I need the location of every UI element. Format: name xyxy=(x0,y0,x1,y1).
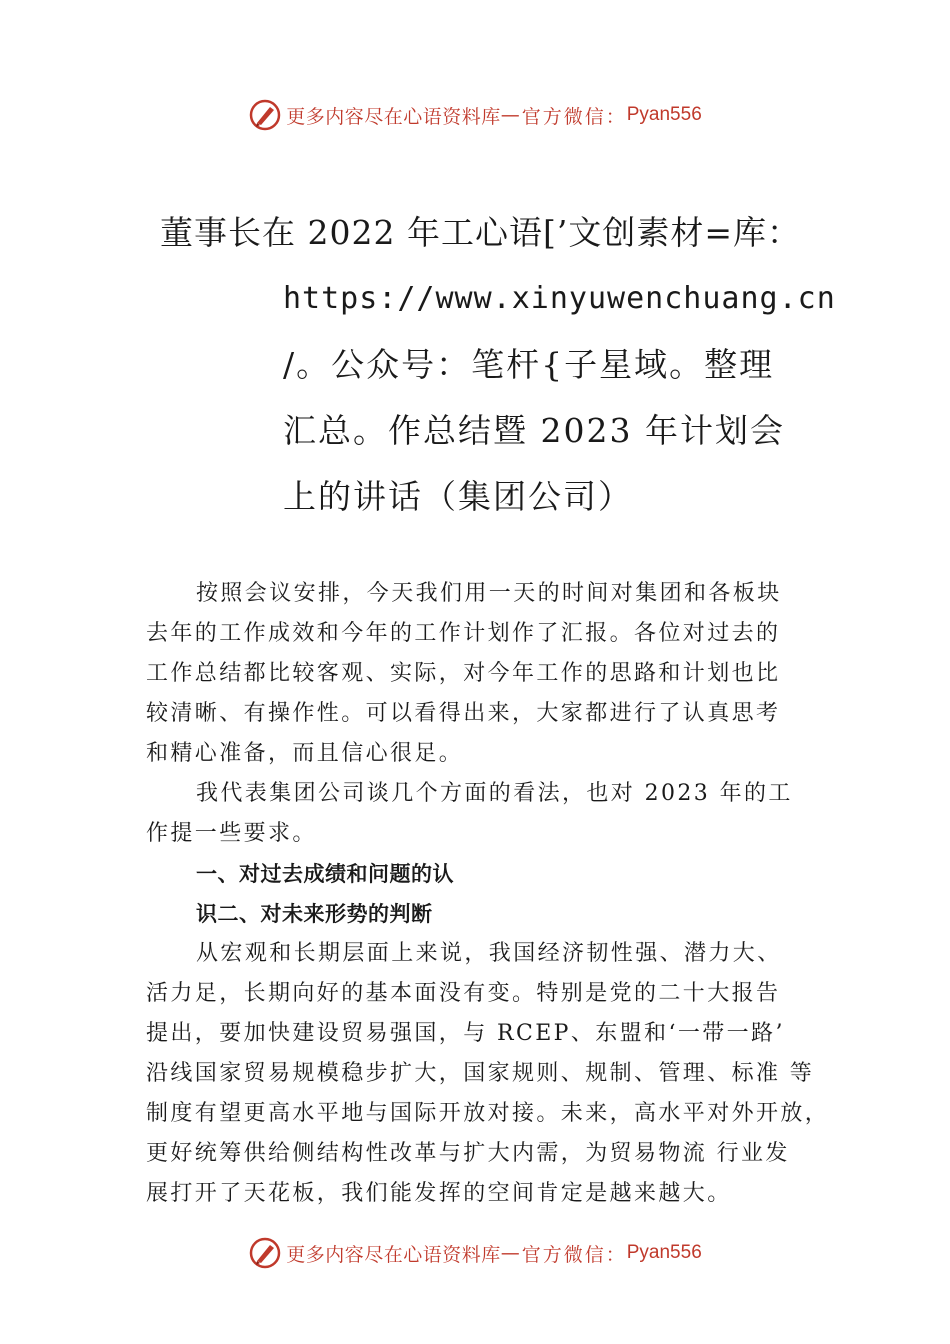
title-line-1: 董事长在 2022 年工心语[’文创素材=库： xyxy=(160,213,801,252)
header-watermark-banner xyxy=(0,95,950,135)
document-body xyxy=(146,574,830,1214)
paragraph-line: 和精心准备，而且信心很足。 xyxy=(146,741,464,766)
title-line-5: 上的讲话（集团公司） xyxy=(283,477,633,516)
banner-official-label: 官方微信： xyxy=(521,105,627,128)
banner-official-label: 官方微信： xyxy=(521,1243,627,1266)
pen-logo-icon xyxy=(248,1236,282,1270)
title-line-2: https://www.xinyuwenchuang.cn xyxy=(283,281,836,316)
paragraph-line: 作提一些要求。 xyxy=(146,821,317,846)
footer-watermark-banner xyxy=(0,1233,950,1273)
paragraph-line: 较清晰、有操作性。可以看得出来，大家都进行了认真思考 xyxy=(146,701,781,726)
section-heading: 一、对过去成绩和问题的认 xyxy=(196,862,454,886)
paragraph-line: 按照会议安排，今天我们用一天的时间对集团和各板块 xyxy=(196,581,782,606)
section-heading: 识二、对未来形势的判断 xyxy=(196,902,433,926)
paragraph-line: 活力足，长期向好的基本面没有变。特别是党的二十大报告 xyxy=(146,981,781,1006)
paragraph-line: 制度有望更高水平地与国际开放对接。未来，高水平对外开放， xyxy=(146,1101,830,1126)
title-line-4: 汇总。作总结暨 2023 年计划会 xyxy=(283,411,785,450)
paragraph-line: 沿线国家贸易规模稳步扩大，国家规则、规制、管理、标准 等 xyxy=(146,1061,815,1086)
paragraph-line: 提出，要加快建设贸易强国，与 RCEP、东盟和‘一带一路’ xyxy=(146,1021,785,1046)
banner-account-id: Pyan556 xyxy=(626,104,702,125)
banner-dash: — xyxy=(500,104,522,126)
paragraph-line: 从宏观和长期层面上来说，我国经济韧性强、潜力大、 xyxy=(196,941,782,966)
banner-dash: — xyxy=(500,1242,522,1264)
pen-logo-icon xyxy=(248,98,282,132)
paragraph-line: 我代表集团公司谈几个方面的看法，也对 2023 年的工 xyxy=(196,781,793,806)
banner-brand-text: 更多内容尽在心语资料库 xyxy=(286,1243,501,1266)
paragraph-line: 去年的工作成效和今年的工作计划作了汇报。各位对过去的 xyxy=(146,621,781,646)
banner-account-id: Pyan556 xyxy=(626,1242,702,1263)
paragraph-line: 工作总结都比较客观、实际，对今年工作的思路和计划也比 xyxy=(146,661,781,686)
paragraph-line: 展打开了天花板，我们能发挥的空间肯定是越来越大。 xyxy=(146,1181,732,1206)
banner-brand-text: 更多内容尽在心语资料库 xyxy=(286,105,501,128)
paragraph-line: 更好统筹供给侧结构性改革与扩大内需，为贸易物流 行业发 xyxy=(146,1141,790,1166)
title-line-3: /。公众号：笔杆{子星域。整理 xyxy=(283,345,775,384)
